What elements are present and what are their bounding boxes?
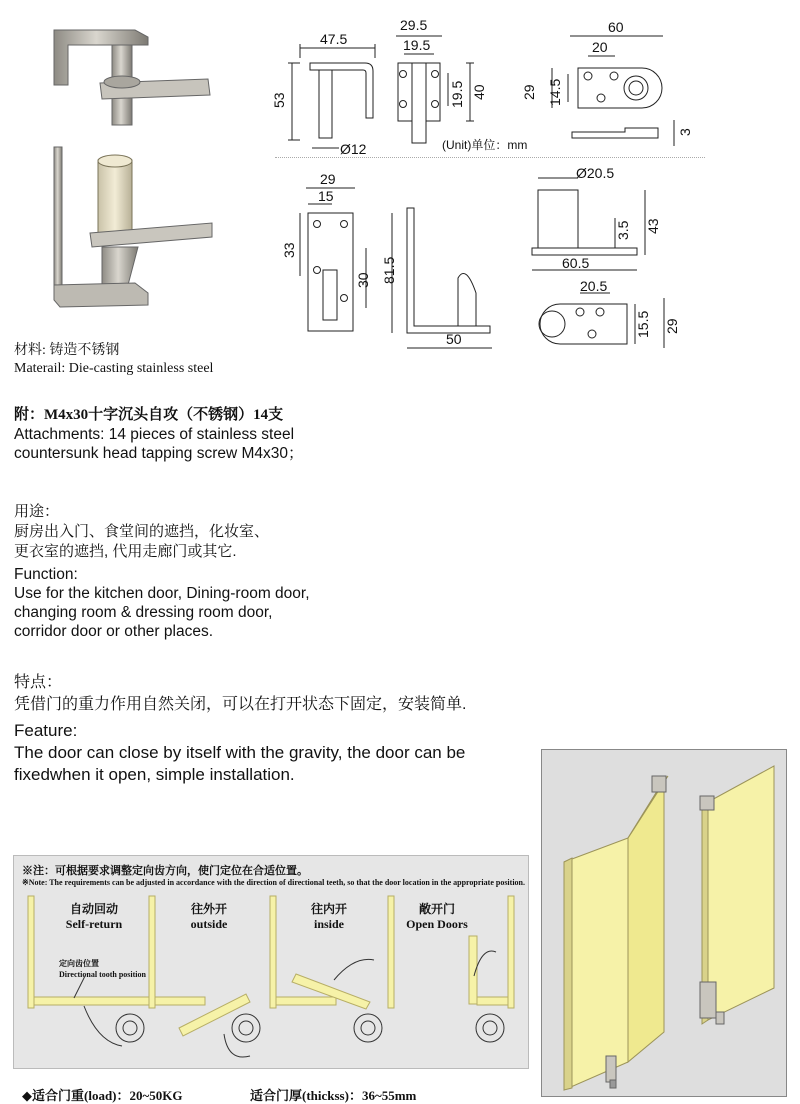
attachments-block: [14, 405, 304, 463]
bottom-pivot-side-drawing: [407, 208, 492, 348]
feature-cn-heading: 特点：: [14, 674, 63, 691]
dim-19-5-side: 19.5: [449, 80, 465, 108]
dim-3-5: 3.5: [615, 220, 631, 240]
feature-block: [14, 673, 466, 786]
dim-14-5: 14.5: [547, 78, 563, 106]
material-en: Materail: Die-casting stainless steel: [14, 361, 214, 376]
dim-81-5: 81.5: [381, 256, 397, 284]
bottom-pivot-photo: [54, 147, 212, 307]
dim-43: 43: [645, 218, 661, 234]
dim-60: 60: [608, 19, 624, 35]
usage-cn-2: 更衣室的遮挡, 代用走廊门或其它.: [14, 543, 237, 560]
material-block: [14, 342, 213, 378]
dim-19-5-top: 19.5: [403, 37, 431, 53]
spec-thickness: 适合门厚(thickss)：36~55mm: [250, 1088, 417, 1103]
dim-3: 3: [677, 128, 693, 136]
dim-53: 53: [271, 92, 287, 108]
dim-29-bottom: 29: [320, 171, 336, 187]
feature-cn-1: 凭借门的重力作用自然关闭，可以在打开状态下固定，安装简单.: [14, 696, 467, 713]
dim-20-5: 20.5: [580, 278, 608, 294]
usage-block: [14, 502, 310, 641]
dim-20: 20: [592, 39, 608, 55]
mode-self-return-cn: 自动回动: [69, 902, 118, 916]
dim-29-5: 29.5: [400, 17, 428, 33]
top-pivot-photo: [54, 30, 210, 125]
dim-29-plate-bottom: 29: [664, 318, 680, 334]
dim-33: 33: [281, 242, 297, 258]
tooth-label-en: Directional tooth position: [59, 970, 146, 979]
note-en: ※Note: The requirements can be adjusted in accordance with the direction of directional teeth, so that the door location in the appropriate position.: [22, 878, 525, 887]
door-3d-panel: [541, 749, 787, 1097]
mode-open-doors-en: Open Doors: [406, 917, 468, 931]
attachments-cn: 附：M4x30十字沉头自攻（不锈钢）14支: [14, 407, 284, 423]
feature-en-2: fixedwhen it open, simple installation.: [14, 765, 295, 784]
dim-50: 50: [446, 331, 462, 347]
hinge-product-photos: [40, 15, 230, 340]
dim-40: 40: [471, 84, 487, 100]
dim-o20-5: Ø20.5: [576, 165, 615, 181]
usage-cn-heading: 用途：: [14, 503, 60, 520]
technical-drawings: [270, 8, 710, 358]
dim-o12: Ø12: [340, 141, 367, 157]
usage-en-3: corridor door or other places.: [14, 623, 214, 640]
dim-15: 15: [318, 188, 334, 204]
dim-15-5: 15.5: [635, 310, 651, 338]
mode-self-return-en: Self-return: [65, 917, 123, 931]
dim-47-5: 47.5: [320, 31, 348, 47]
attachments-en-2: countersunk head tapping screw M4x30；: [14, 445, 304, 462]
mode-open-doors-cn: 敞开门: [418, 902, 455, 916]
feature-en-heading: Feature:: [14, 721, 78, 740]
dim-30: 30: [355, 272, 371, 288]
door-mode-diagrams: [14, 856, 528, 1068]
mode-outside-en: outside: [190, 917, 228, 931]
unit-label: (Unit)单位：mm: [442, 138, 528, 152]
bottom-pivot-front-drawing: [300, 188, 392, 333]
mode-inside-cn: 往内开: [310, 902, 347, 916]
separator-line: [275, 157, 705, 158]
spec-load: ◆适合门重(load)：20~50KG: [22, 1088, 183, 1103]
dim-29-plate: 29: [521, 84, 537, 100]
tooth-label-cn: 定向齿位置: [59, 959, 99, 968]
usage-en-heading: Function:: [14, 566, 78, 583]
top-pivot-side-drawing: [288, 44, 375, 148]
usage-en-1: Use for the kitchen door, Dining-room door,: [14, 585, 310, 602]
note-cn: ※注：可根据要求调整定向齿方向，使门定位在合适位置。: [22, 865, 308, 877]
mode-inside-en: inside: [313, 917, 344, 931]
door-3d-illustration: [542, 750, 786, 1096]
dim-60-5: 60.5: [562, 255, 590, 271]
material-cn: 材料: 铸造不锈钢: [14, 343, 120, 358]
installation-note-box: [13, 855, 529, 1069]
usage-en-2: changing room & dressing room door,: [14, 604, 273, 621]
attachments-en-1: Attachments: 14 pieces of stainless steel: [14, 426, 295, 443]
feature-en-1: The door can close by itself with the gravity, the door can be: [14, 743, 466, 762]
top-plate-drawing: [552, 36, 674, 146]
mode-outside-cn: 往外开: [190, 902, 227, 916]
usage-cn-1: 厨房出入门、食堂间的遮挡，化妆室、: [14, 523, 270, 540]
